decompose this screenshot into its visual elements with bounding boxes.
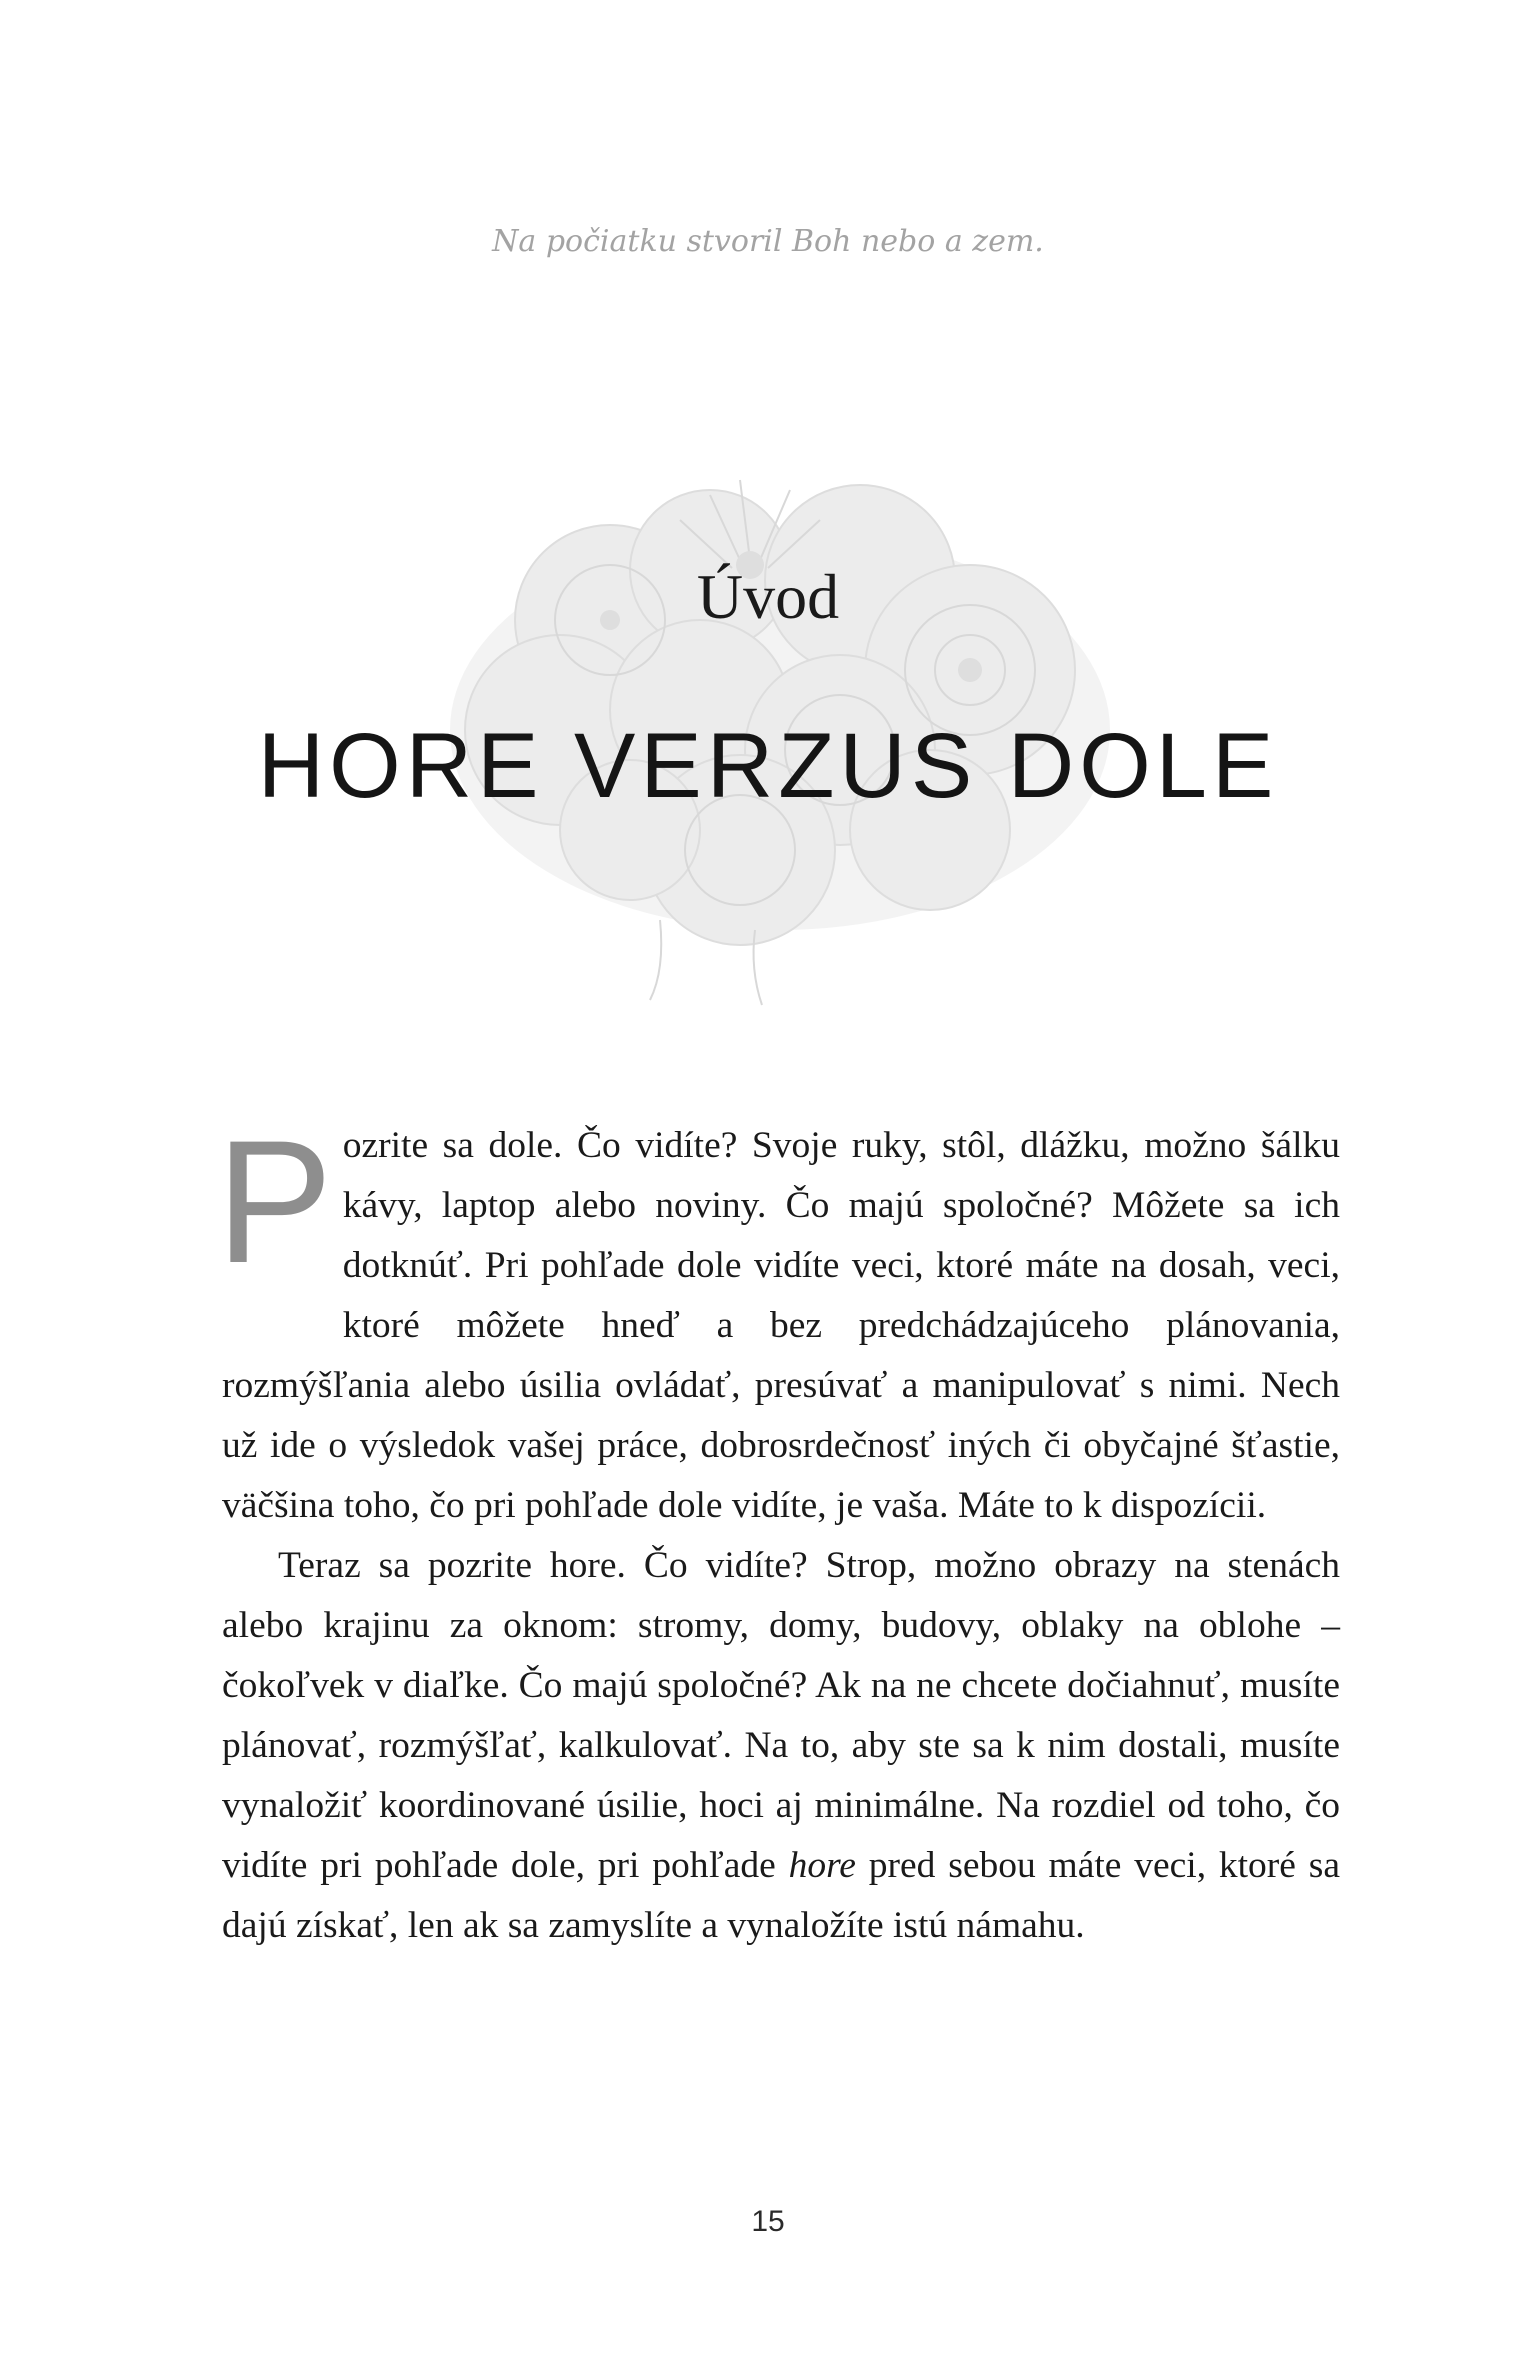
epigraph: Na počiatku stvoril Boh nebo a zem. (492, 224, 1044, 259)
body-text (216, 1105, 1340, 1956)
page-number: 15 (751, 2205, 785, 2238)
drop-cap: P (216, 1105, 333, 1300)
emphasis-word: hore (788, 1845, 856, 1886)
chapter-label: Úvod (696, 561, 840, 632)
paragraph-2 (222, 1536, 1340, 1956)
chapter-title: HORE VERZUS DOLE (257, 715, 1279, 817)
paragraph-1-text: ozrite sa dole. Čo vidíte? Svoje ruky, stôl, dlážku, možno šálku kávy, laptop alebo noviny. Čo majú spoločné? Môžete sa ich dotknúť. Pri pohľade dole vidíte veci, ktoré máte na dosah, veci, ktoré môžete hneď a bez predchádzajúceho plánovania, rozmýšľania alebo úsilia ovládať, presúvať a manipulovať s nimi. Nech už ide o výsledok vašej práce, dobrosrdečnosť iných či obyčajné šťastie, väčšina toho, čo pri pohľade dole vidíte, je vaša. Máte to k dispozícii. (222, 1125, 1340, 1526)
paragraph-2-text-start: Teraz sa pozrite hore. Čo vidíte? Strop, možno obrazy na stenách alebo krajinu za oknom: stromy, domy, budovy, oblaky na oblohe – čokoľvek v diaľke. Čo majú spoločné? Ak na ne chcete dočiahnuť, musíte plánovať, rozmýšľať, kalkulovať. Na to, aby ste sa k nim dostali, musíte vynaložiť koordinované úsilie, hoci aj minimálne. Na rozdiel od toho, čo vidíte pri pohľade dole, pri pohľade (222, 1545, 1340, 1886)
paragraph-2-text-end: pred sebou máte veci, ktoré sa dajú získať, len ak sa zamyslíte a vynaložíte istú námahu. (222, 1845, 1340, 1946)
paragraph-1 (216, 1105, 1340, 1536)
